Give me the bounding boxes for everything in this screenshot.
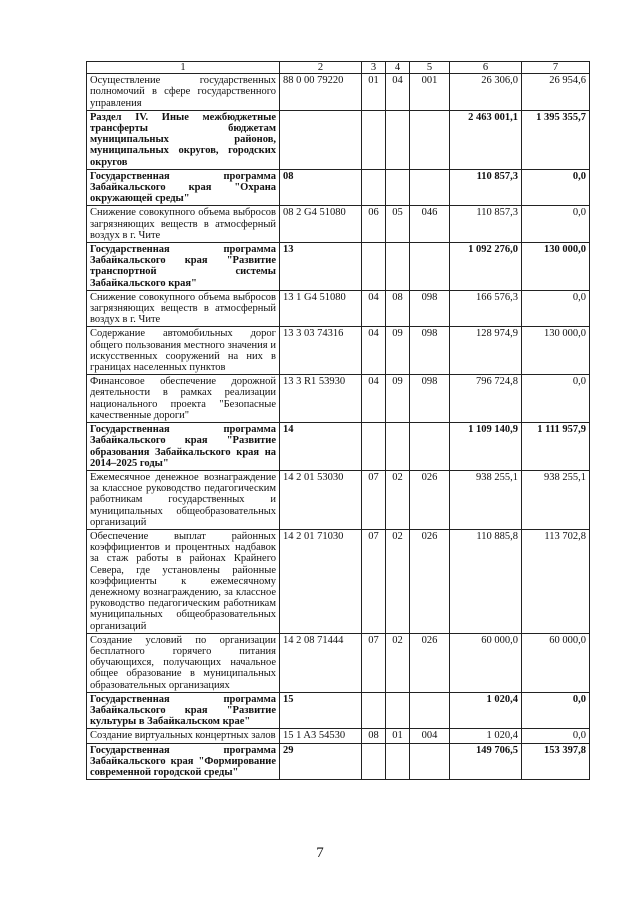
expense-type-code bbox=[410, 243, 450, 291]
page-number: 7 bbox=[316, 845, 324, 861]
table-row bbox=[87, 74, 590, 111]
subsection-code bbox=[386, 110, 410, 169]
subsection-code bbox=[386, 169, 410, 206]
target-code: 14 2 01 71030 bbox=[280, 529, 362, 633]
item-name: Создание виртуальных концертных залов bbox=[87, 729, 280, 743]
subsection-code: 02 bbox=[386, 470, 410, 529]
table-row bbox=[87, 529, 590, 633]
section-code: 07 bbox=[362, 470, 386, 529]
section-code: 06 bbox=[362, 206, 386, 243]
item-name: Создание условий по организации бесплатного горячего питания обучающихся, получающих начальное общее образование в муниципальных образовательных организациях bbox=[87, 633, 280, 692]
section-code: 04 bbox=[362, 290, 386, 327]
item-name: Снижение совокупного объема выбросов загрязняющих веществ в атмосферный воздух в г. Чите bbox=[87, 290, 280, 327]
expense-type-code bbox=[410, 692, 450, 729]
expense-type-code: 026 bbox=[410, 529, 450, 633]
item-name: Государственная программа Забайкальского края "Развитие культуры в Забайкальском крае" bbox=[87, 692, 280, 729]
subsection-code: 02 bbox=[386, 529, 410, 633]
amount-year-2: 130 000,0 bbox=[522, 327, 590, 375]
amount-year-1: 128 974,9 bbox=[450, 327, 522, 375]
target-code: 13 3 03 74316 bbox=[280, 327, 362, 375]
target-code bbox=[280, 110, 362, 169]
target-code: 13 3 R1 53930 bbox=[280, 375, 362, 423]
table-row bbox=[87, 633, 590, 692]
amount-year-2: 26 954,6 bbox=[522, 74, 590, 111]
table-row bbox=[87, 470, 590, 529]
column-number: 5 bbox=[410, 62, 450, 74]
target-code: 14 2 01 53030 bbox=[280, 470, 362, 529]
expense-type-code: 046 bbox=[410, 206, 450, 243]
subsection-code: 09 bbox=[386, 327, 410, 375]
table-row bbox=[87, 110, 590, 169]
section-code bbox=[362, 243, 386, 291]
section-code bbox=[362, 110, 386, 169]
column-number: 1 bbox=[87, 62, 280, 74]
amount-year-2: 0,0 bbox=[522, 169, 590, 206]
column-number: 6 bbox=[450, 62, 522, 74]
target-code: 08 bbox=[280, 169, 362, 206]
amount-year-2: 0,0 bbox=[522, 206, 590, 243]
target-code: 15 1 A3 54530 bbox=[280, 729, 362, 743]
target-code: 15 bbox=[280, 692, 362, 729]
item-name: Содержание автомобильных дорог общего пользования местного значения и искусственных сооружений на них в границах населенных пунктов bbox=[87, 327, 280, 375]
table-row bbox=[87, 290, 590, 327]
amount-year-2: 0,0 bbox=[522, 729, 590, 743]
item-name: Осуществление государственных полномочий в сфере государственного управления bbox=[87, 74, 280, 111]
column-number: 4 bbox=[386, 62, 410, 74]
target-code: 08 2 G4 51080 bbox=[280, 206, 362, 243]
expense-type-code: 004 bbox=[410, 729, 450, 743]
amount-year-1: 2 463 001,1 bbox=[450, 110, 522, 169]
amount-year-1: 110 885,8 bbox=[450, 529, 522, 633]
subsection-code: 02 bbox=[386, 633, 410, 692]
table-row bbox=[87, 423, 590, 471]
amount-year-1: 60 000,0 bbox=[450, 633, 522, 692]
amount-year-1: 110 857,3 bbox=[450, 169, 522, 206]
amount-year-2: 60 000,0 bbox=[522, 633, 590, 692]
subsection-code bbox=[386, 423, 410, 471]
subsection-code: 01 bbox=[386, 729, 410, 743]
subsection-code: 04 bbox=[386, 74, 410, 111]
amount-year-2: 130 000,0 bbox=[522, 243, 590, 291]
amount-year-1: 938 255,1 bbox=[450, 470, 522, 529]
expense-type-code: 098 bbox=[410, 290, 450, 327]
amount-year-2: 1 395 355,7 bbox=[522, 110, 590, 169]
amount-year-1: 26 306,0 bbox=[450, 74, 522, 111]
amount-year-2: 153 397,8 bbox=[522, 743, 590, 780]
target-code: 88 0 00 79220 bbox=[280, 74, 362, 111]
subsection-code: 05 bbox=[386, 206, 410, 243]
table-row bbox=[87, 206, 590, 243]
amount-year-2: 1 111 957,9 bbox=[522, 423, 590, 471]
table-row bbox=[87, 169, 590, 206]
table-row bbox=[87, 729, 590, 743]
item-name: Обеспечение выплат районных коэффициентов и процентных надбавок за стаж работы в районах Крайнего Севера, где установлены районные коэффициенты к ежемесячному денежному вознаграждению, за классное руководство педагогическим работникам муниципальных общеобразовательных организаций bbox=[87, 529, 280, 633]
section-code: 04 bbox=[362, 375, 386, 423]
section-code bbox=[362, 169, 386, 206]
amount-year-2: 113 702,8 bbox=[522, 529, 590, 633]
amount-year-2: 0,0 bbox=[522, 290, 590, 327]
item-name: Ежемесячное денежное вознаграждение за классное руководство педагогическим работникам государственных и муниципальных общеобразовательных организаций bbox=[87, 470, 280, 529]
amount-year-2: 0,0 bbox=[522, 692, 590, 729]
amount-year-2: 938 255,1 bbox=[522, 470, 590, 529]
section-code: 04 bbox=[362, 327, 386, 375]
column-number: 2 bbox=[280, 62, 362, 74]
item-name: Снижение совокупного объема выбросов загрязняющих веществ в атмосферный воздух в г. Чите bbox=[87, 206, 280, 243]
table-row bbox=[87, 327, 590, 375]
expense-type-code: 098 bbox=[410, 375, 450, 423]
table-row bbox=[87, 743, 590, 780]
section-code bbox=[362, 743, 386, 780]
expense-type-code bbox=[410, 423, 450, 471]
expense-type-code: 001 bbox=[410, 74, 450, 111]
target-code: 29 bbox=[280, 743, 362, 780]
expense-type-code bbox=[410, 169, 450, 206]
expense-type-code bbox=[410, 110, 450, 169]
subsection-code: 08 bbox=[386, 290, 410, 327]
amount-year-1: 1 092 276,0 bbox=[450, 243, 522, 291]
column-number: 7 bbox=[522, 62, 590, 74]
subsection-code bbox=[386, 243, 410, 291]
target-code: 13 bbox=[280, 243, 362, 291]
expense-type-code: 098 bbox=[410, 327, 450, 375]
amount-year-1: 796 724,8 bbox=[450, 375, 522, 423]
table-row bbox=[87, 243, 590, 291]
column-number: 3 bbox=[362, 62, 386, 74]
section-code: 07 bbox=[362, 529, 386, 633]
amount-year-1: 1 020,4 bbox=[450, 692, 522, 729]
section-code bbox=[362, 423, 386, 471]
subsection-code bbox=[386, 692, 410, 729]
target-code: 14 bbox=[280, 423, 362, 471]
target-code: 13 1 G4 51080 bbox=[280, 290, 362, 327]
table-row bbox=[87, 375, 590, 423]
column-number-row bbox=[87, 62, 590, 74]
subsection-code: 09 bbox=[386, 375, 410, 423]
section-code: 07 bbox=[362, 633, 386, 692]
amount-year-1: 166 576,3 bbox=[450, 290, 522, 327]
subsection-code bbox=[386, 743, 410, 780]
table-row bbox=[87, 692, 590, 729]
item-name: Финансовое обеспечение дорожной деятельности в рамках реализации национального проекта "Безопасные качественные дороги" bbox=[87, 375, 280, 423]
budget-table bbox=[86, 61, 590, 780]
target-code: 14 2 08 71444 bbox=[280, 633, 362, 692]
amount-year-1: 1 109 140,9 bbox=[450, 423, 522, 471]
expense-type-code: 026 bbox=[410, 633, 450, 692]
section-code: 08 bbox=[362, 729, 386, 743]
amount-year-1: 1 020,4 bbox=[450, 729, 522, 743]
amount-year-2: 0,0 bbox=[522, 375, 590, 423]
section-code bbox=[362, 692, 386, 729]
expense-type-code bbox=[410, 743, 450, 780]
amount-year-1: 149 706,5 bbox=[450, 743, 522, 780]
expense-type-code: 026 bbox=[410, 470, 450, 529]
section-code: 01 bbox=[362, 74, 386, 111]
amount-year-1: 110 857,3 bbox=[450, 206, 522, 243]
item-name: Раздел IV. Иные межбюджетные трансферты бюджетам муниципальных районов, муниципальных округов, городских округов bbox=[87, 110, 280, 169]
item-name: Государственная программа Забайкальского края "Развитие образования Забайкальского края на 2014–2025 годы" bbox=[87, 423, 280, 471]
item-name: Государственная программа Забайкальского края "Охрана окружающей среды" bbox=[87, 169, 280, 206]
item-name: Государственная программа Забайкальского края "Развитие транспортной системы Забайкальского края" bbox=[87, 243, 280, 291]
item-name: Государственная программа Забайкальского края "Формирование современной городской среды" bbox=[87, 743, 280, 780]
